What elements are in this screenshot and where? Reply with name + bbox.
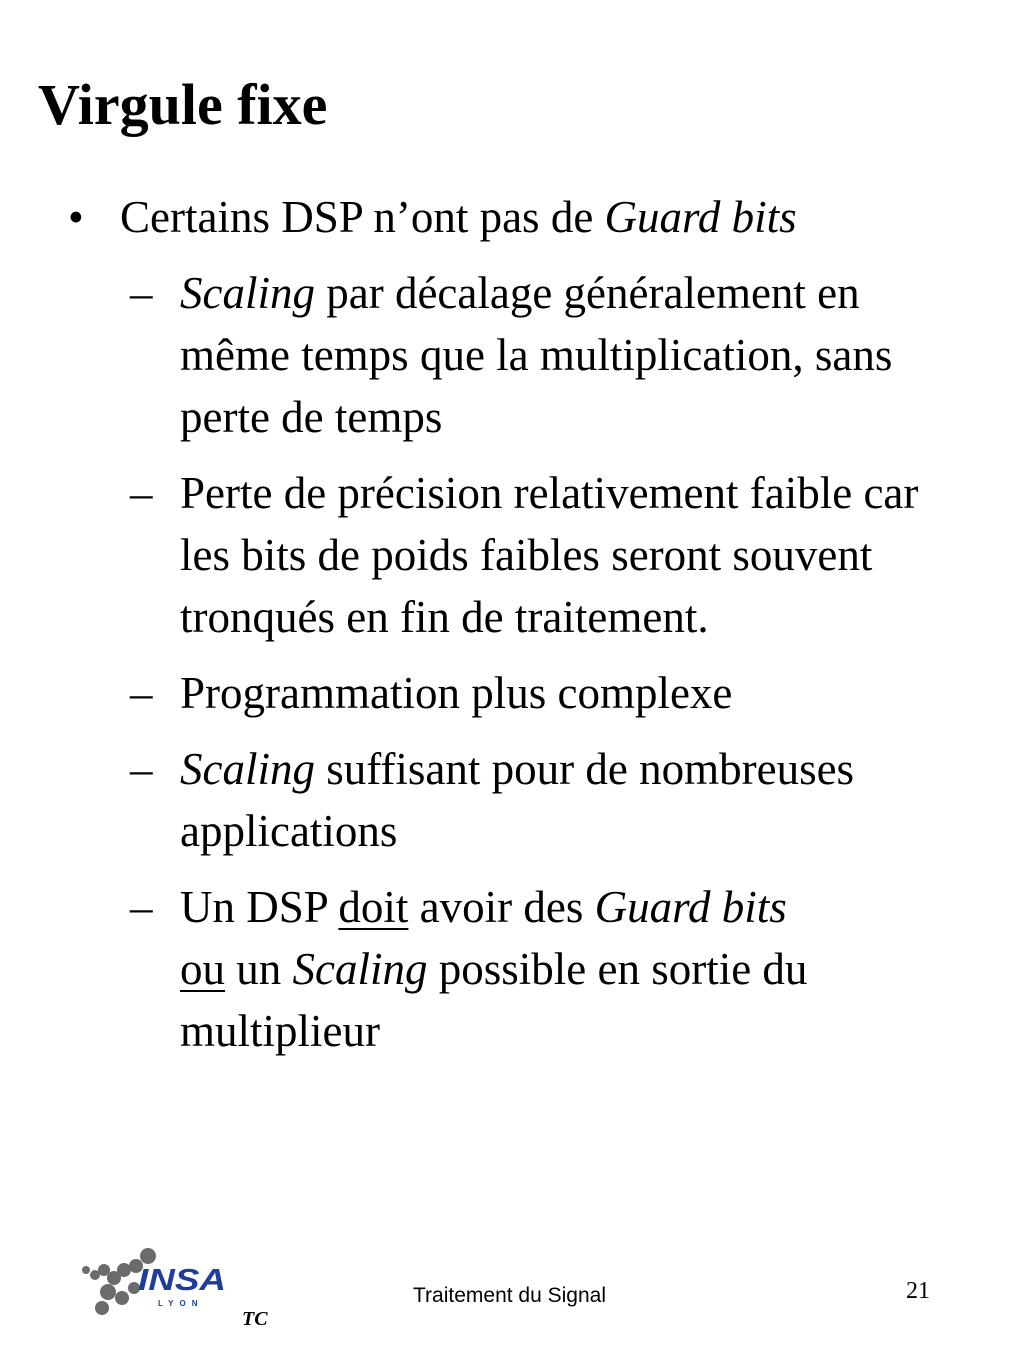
dash-marker: – — [130, 668, 153, 718]
logo-insa-text: INSA — [138, 1262, 226, 1297]
bullet-item: • Certains DSP n’ont pas de Guard bits — [68, 186, 968, 248]
logo-lyon-text: LYON — [158, 1299, 204, 1308]
sub-item-dsp-requirement: – Un DSP doit avoir des Guard bits ou un Scaling possible en sortie du multiplieur — [68, 876, 968, 1062]
dash-marker: – — [130, 744, 153, 794]
sub-item-programming: – Programmation plus complexe — [68, 662, 968, 724]
insa-lyon-logo — [78, 1248, 238, 1320]
dash-marker: – — [130, 882, 153, 932]
page-number: 21 — [906, 1278, 930, 1304]
slide-body — [68, 186, 968, 1076]
bullet-dot: • — [68, 192, 84, 242]
slide-title: Virgule fixe — [38, 72, 328, 137]
footer-title: Traitement du Signal — [413, 1284, 606, 1307]
sub-item-precision-loss: – Perte de précision relativement faible car les bits de poids faibles seront souvent tronqués en fin de traitement. — [68, 462, 968, 648]
department-label: TC — [242, 1308, 268, 1330]
sub-item-scaling-shift: – Scaling par décalage généralement en même temps que la multiplication, sans perte de temps — [68, 262, 968, 448]
sub-item-scaling-sufficient: – Scaling suffisant pour de nombreuses applications — [68, 738, 968, 862]
dash-marker: – — [130, 468, 153, 518]
dash-marker: – — [130, 268, 153, 318]
